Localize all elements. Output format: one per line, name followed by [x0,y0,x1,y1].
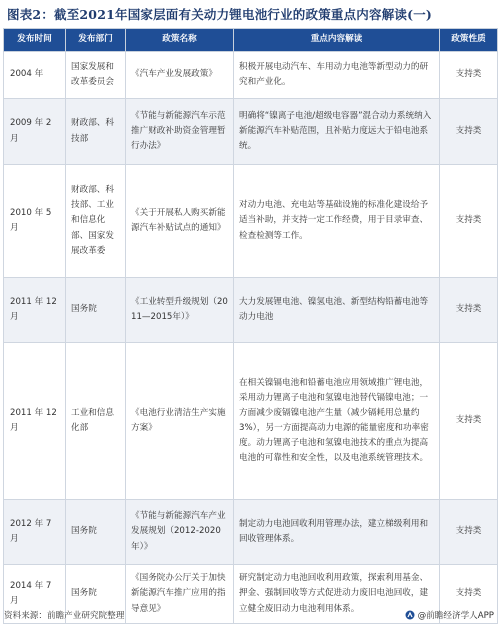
table-row [4,343,498,500]
header-policy: 政策名称 [126,29,234,52]
cell-date: 2010 年 5 月 [4,165,66,278]
table-row [4,500,498,565]
cell-date: 2011 年 12 月 [4,343,66,500]
cell-policy: 《节能与新能源汽车示范推广财政补助资金管理暂行办法》 [126,99,234,165]
figure-title: 图表2：截至2021年国家层面有关动力锂电池行业的政策重点内容解读(一) [7,7,433,22]
cell-policy: 《关于开展私人购买新能源汽车补贴试点的通知》 [126,165,234,278]
header-date: 发布时间 [4,29,66,52]
app-credit-text: @前瞻经济学人APP [417,611,494,621]
cell-content: 积极开展电动汽车、车用动力电池等新型动力的研究和产业化。 [234,52,440,99]
app-logo-icon [405,610,415,620]
cell-policy: 《节能与新能源汽车产业发展规划（2012-2020 年）》 [126,500,234,565]
cell-date: 2009 年 2 月 [4,99,66,165]
cell-policy: 《电池行业清洁生产实施方案》 [126,343,234,500]
table-row [4,278,498,343]
table-row [4,165,498,278]
cell-nature: 支持类 [440,565,498,624]
cell-nature: 支持类 [440,99,498,165]
cell-nature: 支持类 [440,165,498,278]
cell-policy: 《汽车产业发展政策》 [126,52,234,99]
cell-nature: 支持类 [440,278,498,343]
cell-dept: 工业和信息化部 [66,343,126,500]
cell-nature: 支持类 [440,343,498,500]
cell-date: 2004 年 [4,52,66,99]
cell-dept: 国务院 [66,500,126,565]
cell-content: 在相关镍镉电池和铅蓄电池应用领域推广锂电池，采用动力锂离子电池和氢镍电池替代镉镍电池；一方面减少废镉镍电池产生量（减少镉耗用总量约3%），另一方面提高动力电源的能量密度和功率密度。动力锂离子电池和氢镍电池技术的重点为提高电池的可靠性和安全性，以及电池系统管理技术。 [234,343,440,500]
cell-policy: 《国务院办公厅关于加快新能源汽车推广应用的指导意见》 [126,565,234,624]
cell-policy: 《工业转型升级规划（2011—2015年）》 [126,278,234,343]
table-header-row [4,29,498,52]
source-note: 资料来源：前瞻产业研究院整理 [4,611,125,621]
cell-content: 制定动力电池回收利用管理办法，建立梯级利用和回收管理体系。 [234,500,440,565]
cell-date: 2014 年 7 月 [4,565,66,624]
cell-dept: 财政部、科技部 [66,99,126,165]
header-nature: 政策性质 [440,29,498,52]
cell-content: 明确将“镍离子电池/超级电容器”混合动力系统纳入新能源汽车补贴范围，且补贴力度远大于铅电池系统。 [234,99,440,165]
footer [0,604,500,625]
app-credit [405,609,494,621]
cell-dept: 财政部、科技部、工业和信息化部、国家发展改革委 [66,165,126,278]
header-content: 重点内容解读 [234,29,440,52]
cell-date: 2012 年 7 月 [4,500,66,565]
policy-table [3,28,498,624]
cell-nature: 支持类 [440,52,498,99]
cell-content: 对动力电池、充电站等基础设施的标准化建设给予适当补助，并支持一定工作经费，用于目录审查、检查检测等工作。 [234,165,440,278]
cell-content: 研究制定动力电池回收利用政策，探索利用基金、押金、强制回收等方式促进动力废旧电池回收，建立健全废旧动力电池利用体系。 [234,565,440,624]
cell-content: 大力发展锂电池、镍氢电池、新型结构铅蓄电池等动力电池 [234,278,440,343]
cell-nature: 支持类 [440,500,498,565]
table-row [4,52,498,99]
table-row [4,99,498,165]
cell-dept: 国务院 [66,278,126,343]
cell-date: 2011 年 12 月 [4,278,66,343]
cell-dept: 国家发展和改革委员会 [66,52,126,99]
cell-dept: 国务院 [66,565,126,624]
header-dept: 发布部门 [66,29,126,52]
